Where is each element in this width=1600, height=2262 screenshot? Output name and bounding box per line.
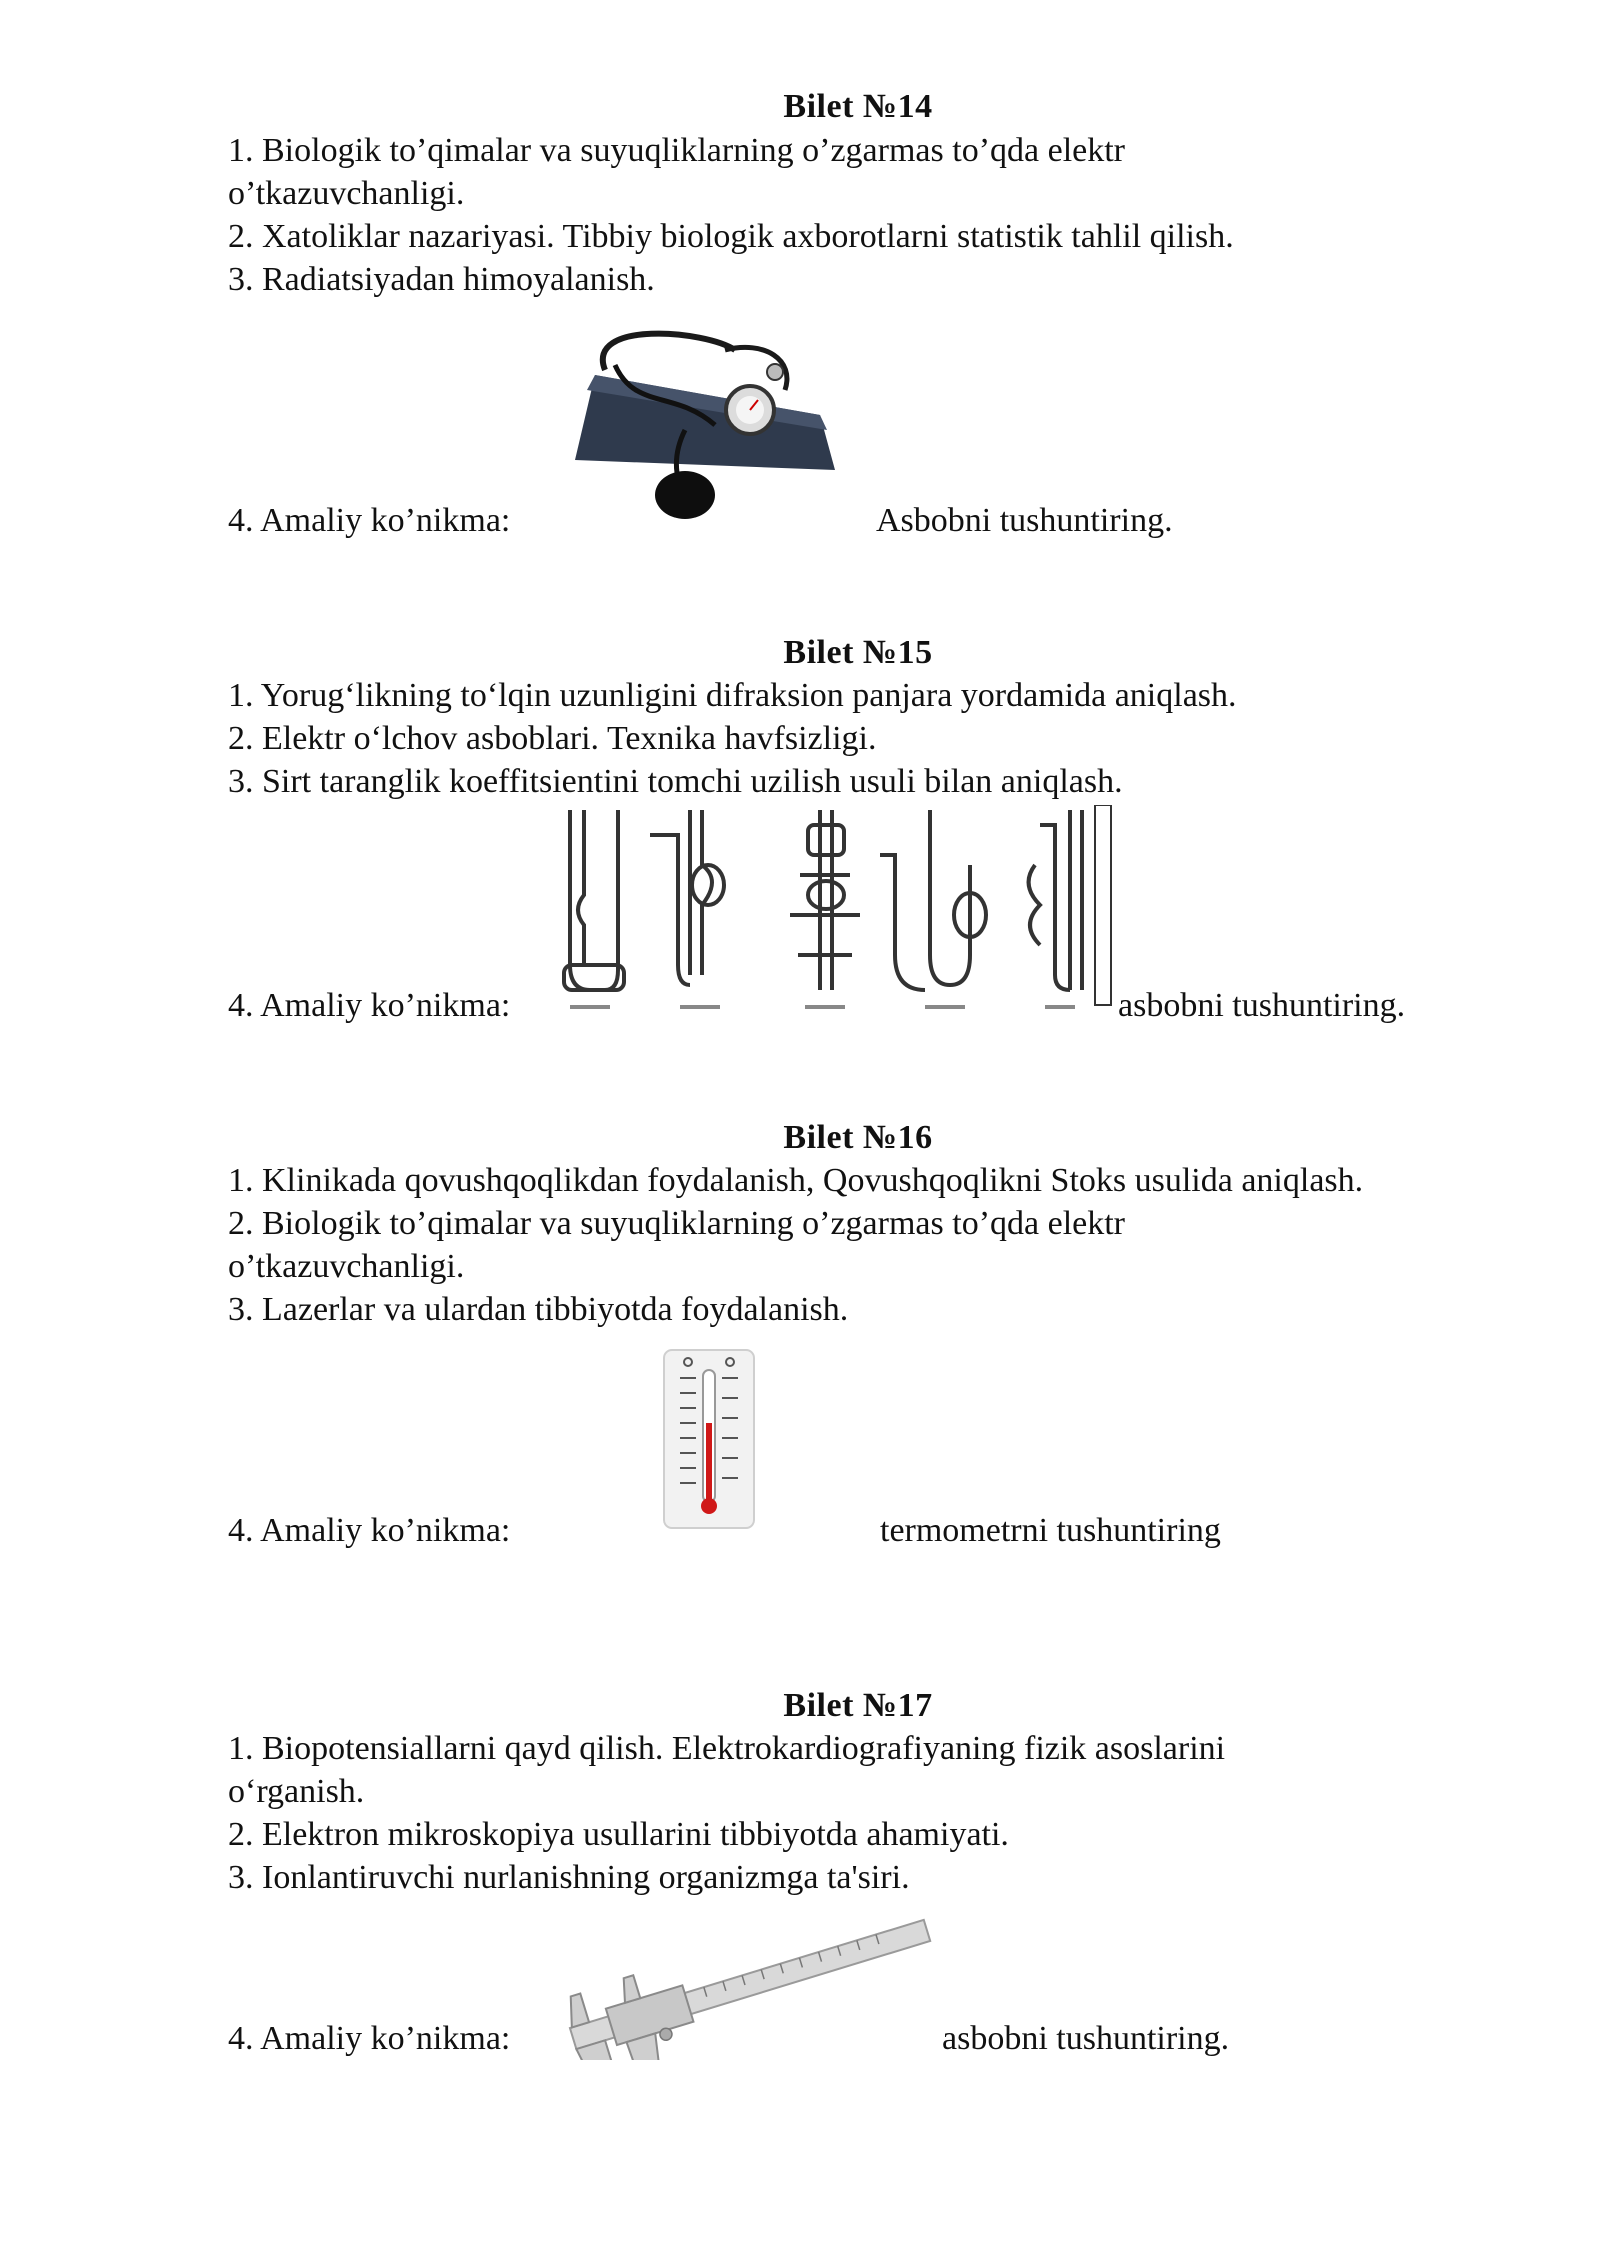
viscometer-set-icon <box>550 805 1115 1020</box>
thermometer-icon <box>660 1348 760 1533</box>
ticket-14-title: Bilet №14 <box>783 88 933 125</box>
ticket-15-title: Bilet №15 <box>783 634 933 671</box>
ticket-17-title: Bilet №17 <box>783 1687 933 1724</box>
ticket-14-line-1: 1. Biologik to’qimalar va suyuqliklarning o’zgarmas to’qda elektr <box>228 132 1125 169</box>
ticket-16-line-3: o’tkazuvchanligi. <box>228 1248 465 1285</box>
ticket-14-line-2: o’tkazuvchanligi. <box>228 175 465 212</box>
ticket-17-practical-task: asbobni tushuntiring. <box>942 2020 1230 2057</box>
ticket-15-practical-task: asbobni tushuntiring. <box>1118 987 1406 1024</box>
ticket-16-practical-task: termometrni tushuntiring <box>880 1512 1221 1549</box>
ticket-16-line-2: 2. Biologik to’qimalar va suyuqliklarning o’zgarmas to’qda elektr <box>228 1205 1125 1242</box>
ticket-14-practical-label: 4. Amaliy ko’nikma: <box>228 502 511 539</box>
ticket-15-line-2: 2. Elektr o‘lchov asboblari. Texnika havfsizligi. <box>228 720 877 757</box>
ticket-17-line-4: 3. Ionlantiruvchi nurlanishning organizmga ta'siri. <box>228 1859 910 1896</box>
ticket-16-line-1: 1. Klinikada qovushqoqlikdan foydalanish, Qovushqoqlikni Stoks usulida aniqlash. <box>228 1162 1364 1199</box>
ticket-17-line-3: 2. Elektron mikroskopiya usullarini tibbiyotda ahamiyati. <box>228 1816 1009 1853</box>
ticket-16-practical-label: 4. Amaliy ko’nikma: <box>228 1512 511 1549</box>
ticket-14-line-3: 2. Xatoliklar nazariyasi. Tibbiy biologik axborotlarni statistik tahlil qilish. <box>228 218 1234 255</box>
ticket-17-practical-label: 4. Amaliy ko’nikma: <box>228 2020 511 2057</box>
ticket-16-line-4: 3. Lazerlar va ulardan tibbiyotda foydalanish. <box>228 1291 849 1328</box>
ticket-15-line-3: 3. Sirt taranglik koeffitsientini tomchi uzilish usuli bilan aniqlash. <box>228 763 1123 800</box>
ticket-15-line-1: 1. Yorug‘likning to‘lqin uzunligini difraksion panjara yordamida aniqlash. <box>228 677 1237 714</box>
caliper-icon <box>545 1905 945 2060</box>
ticket-14-line-4: 3. Radiatsiyadan himoyalanish. <box>228 261 655 298</box>
ticket-17-line-2: o‘rganish. <box>228 1773 365 1810</box>
blood-pressure-monitor-icon <box>565 330 845 525</box>
ticket-15-practical-label: 4. Amaliy ko’nikma: <box>228 987 511 1024</box>
ticket-16-title: Bilet №16 <box>783 1119 933 1156</box>
ticket-14-practical-task: Asbobni tushuntiring. <box>876 502 1173 539</box>
ticket-17-line-1: 1. Biopotensiallarni qayd qilish. Elektrokardiografiyaning fizik asoslarini <box>228 1730 1226 1767</box>
